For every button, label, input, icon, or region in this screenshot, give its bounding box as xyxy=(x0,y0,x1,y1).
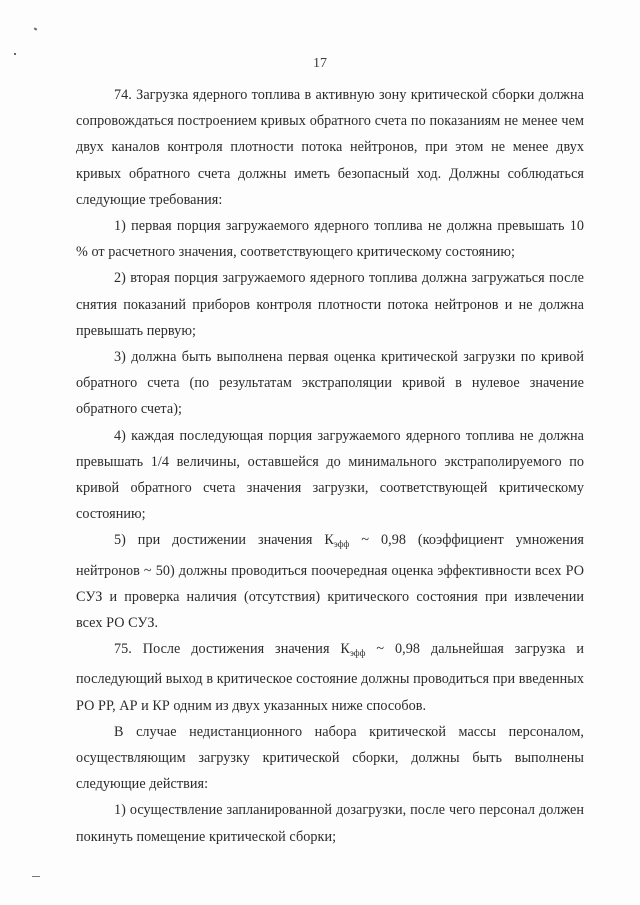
paragraph-74-item-4: 4) каждая последующая порция загружаемого ядерного топлива не должна превышать 1/4 величины, оставшейся до минимального экстраполируемого по кривой обратного счета значения загрузки, соответствующей критическому состоянию; xyxy=(76,427,584,523)
paragraph-75-intro: В случае недистанционного набора критической массы персоналом, осуществляющим загрузку критической сборки, должны быть выполнены следующие действия: xyxy=(76,723,584,793)
subscript: эфф xyxy=(333,539,350,550)
text-fragment: ~ 0,98 (коэффициент умножения нейтронов ~ 50) должны проводиться поочередная оценка эффективности всех РО СУЗ и проверка наличия (отсутствия) критического состояния при извлечении всех РО СУЗ. xyxy=(76,532,584,632)
paragraph-75 xyxy=(76,636,584,719)
document-body xyxy=(76,82,584,850)
text-fragment: 5) при достижении значения К xyxy=(114,532,334,549)
subscript: эфф xyxy=(349,648,366,659)
paragraph-75-item-1: 1) осуществление запланированной дозагрузки, после чего персонал должен покинуть помещение критической сборки; xyxy=(76,802,584,845)
paragraph-74: 74. Загрузка ядерного топлива в активную зону критической сборки должна сопровождаться построением кривых обратного счета по показаниям не менее чем двух каналов контроля плотности потока нейтронов, при этом не менее двух кривых обратного счета должны иметь безопасный ход. Должны соблюдаться следующие требования: xyxy=(76,87,584,208)
scan-artifact xyxy=(32,876,40,877)
scan-artifact xyxy=(14,53,16,55)
scan-artifact xyxy=(34,27,38,30)
page-number: 17 xyxy=(313,56,327,71)
paragraph-74-item-3: 3) должна быть выполнена первая оценка критической загрузки по кривой обратного счета (по результатам экстраполяции кривой в нулевое значение обратного счета); xyxy=(76,349,584,418)
paragraph-74-item-5 xyxy=(76,527,584,636)
paragraph-74-item-2: 2) вторая порция загружаемого ядерного топлива должна загружаться после снятия показаний приборов контроля плотности потока нейтронов и не должна превышать первую; xyxy=(76,270,584,339)
text-fragment: ~ 0,98 дальнейшая загрузка и последующий выход в критическое состояние должны проводиться при введенных РО РР, АР и КР одним из двух указанных ниже способов. xyxy=(76,641,584,714)
paragraph-74-item-1: 1) первая порция загружаемого ядерного топлива не должна превышать 10 % от расчетного значения, соответствующего критическому состоянию; xyxy=(76,218,584,261)
text-fragment: 75. После достижения значения К xyxy=(114,641,350,658)
